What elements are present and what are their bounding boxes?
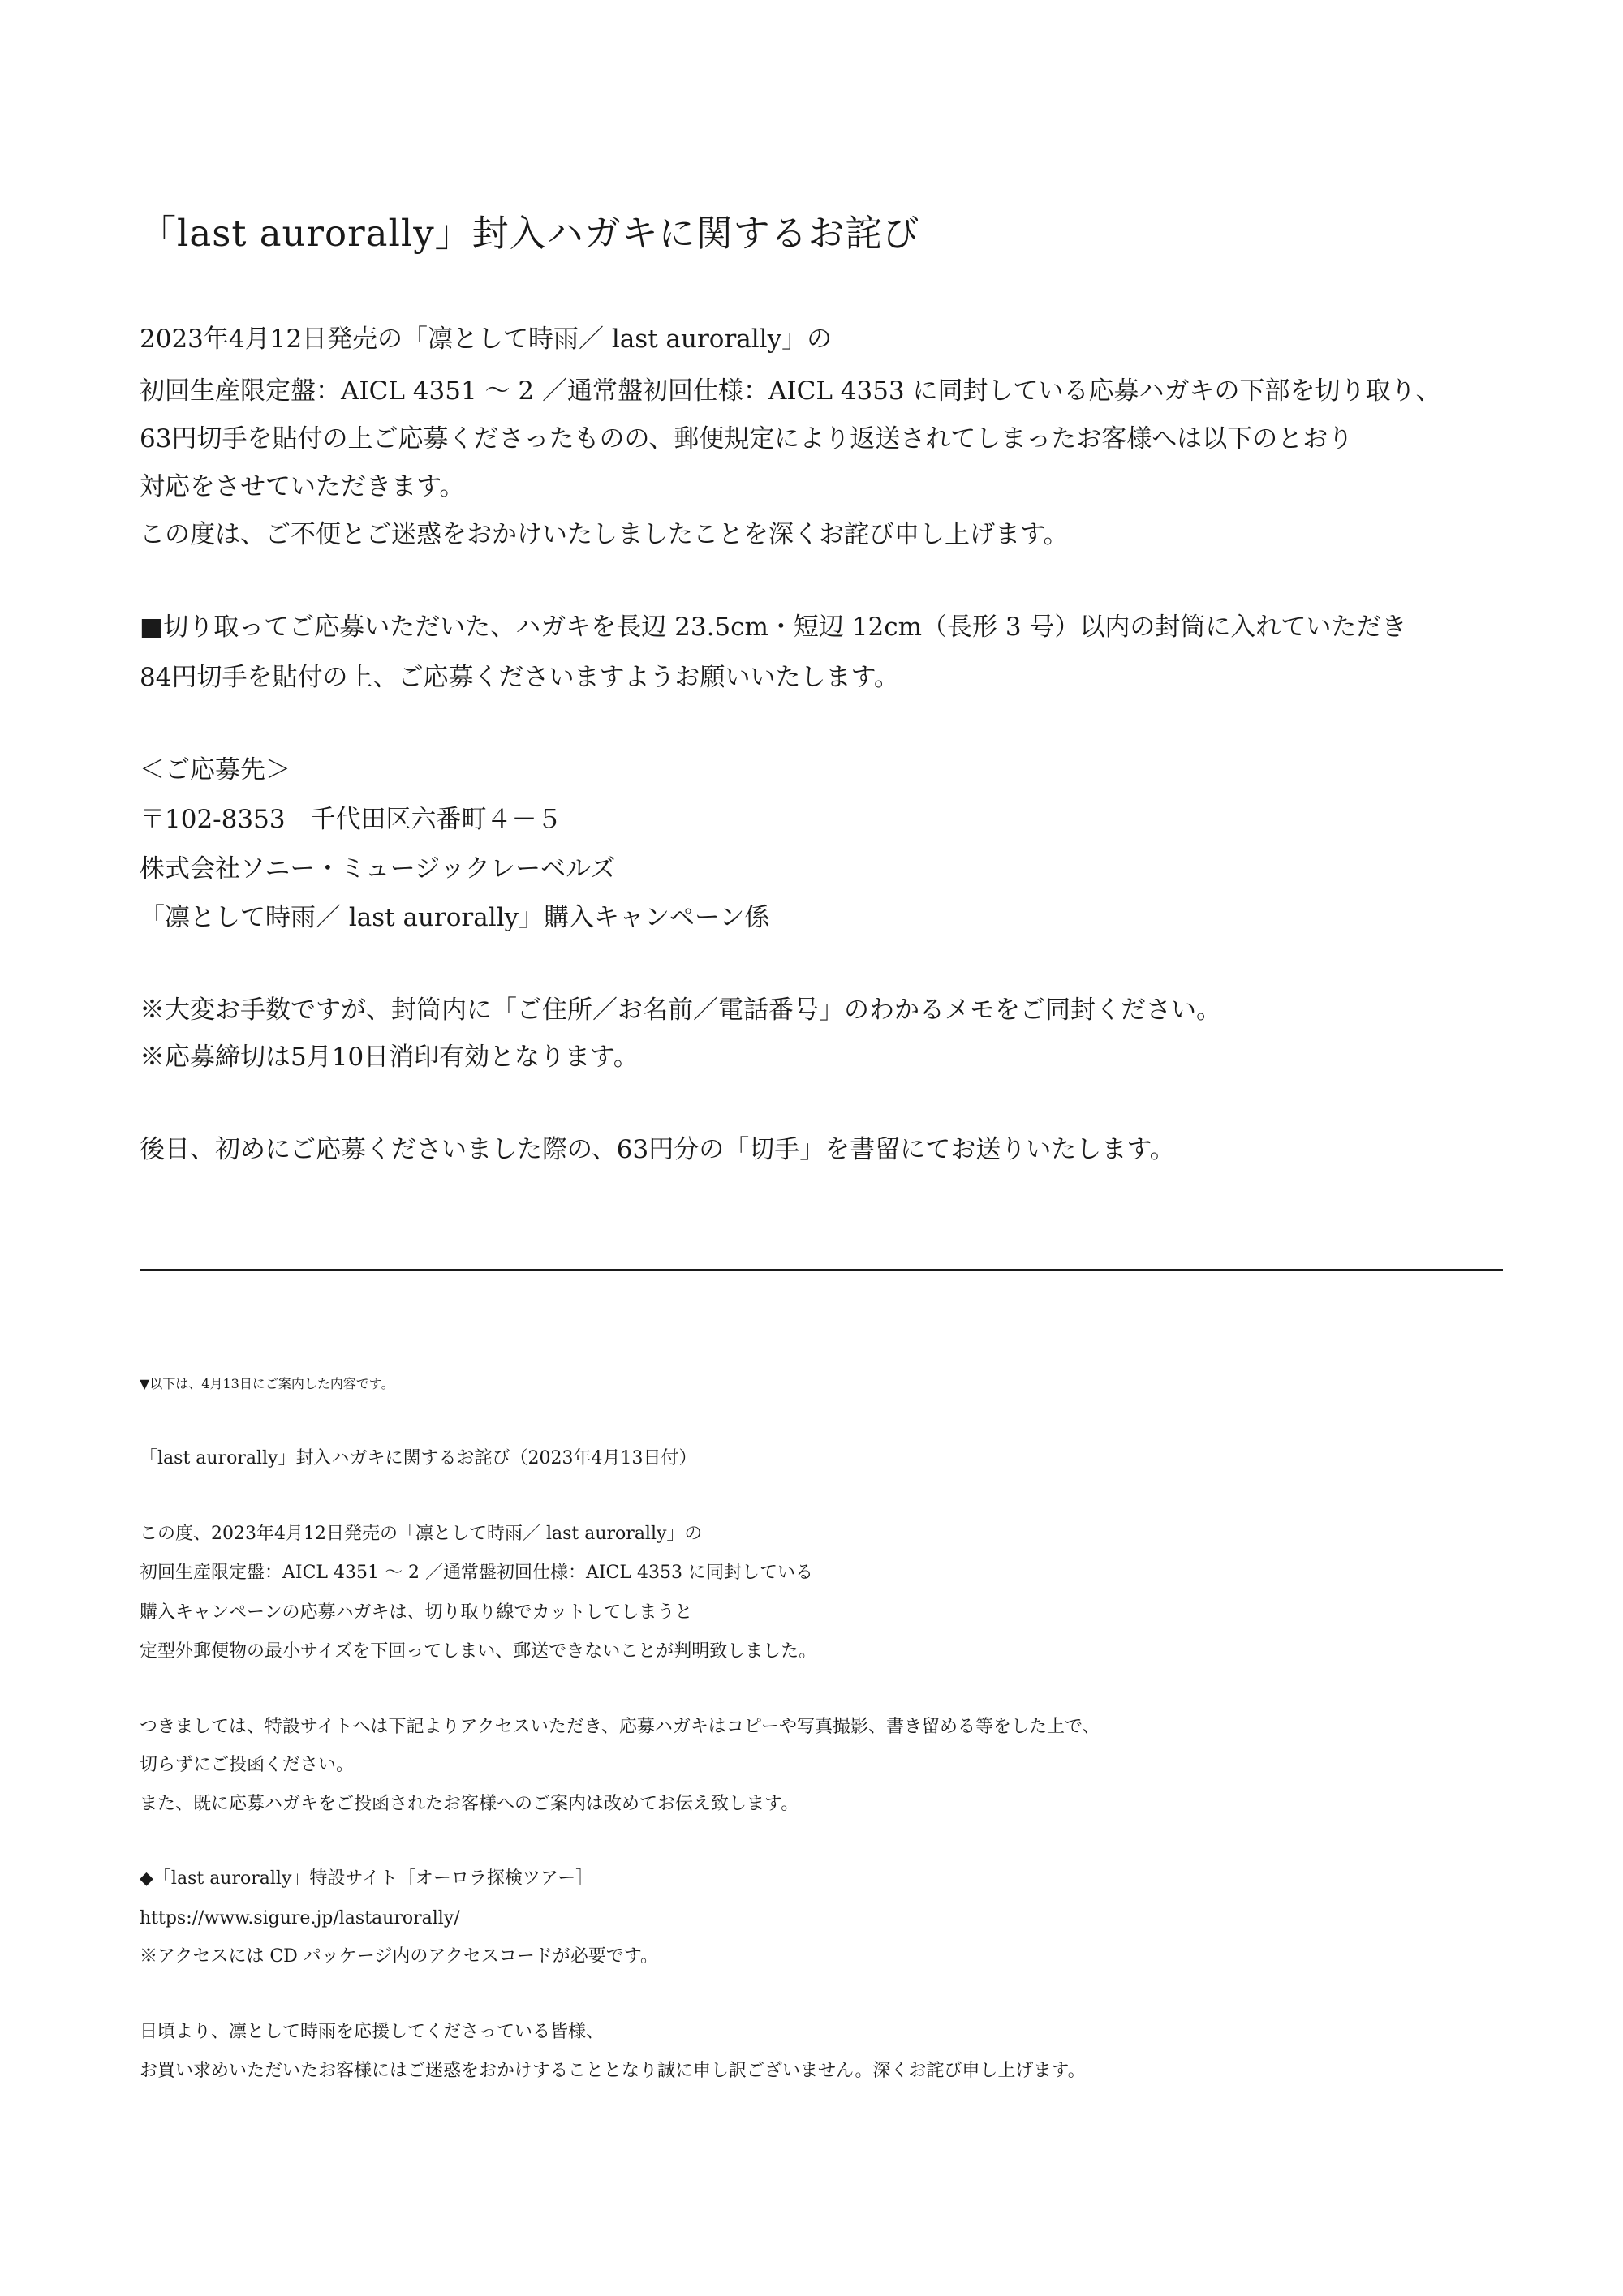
intro-line: 初回生産限定盤：AICL 4351 〜 2 ／通常盤初回仕様：AICL 4353 に同封している応募ハガキの下部を切り取り、	[140, 376, 1441, 406]
previous-para-line: 切らずにご投函ください。	[140, 1755, 355, 1775]
apology-line: この度は、ご不便とご迷惑をおかけいたしましたことを深くお詫び申し上げます。	[140, 520, 1069, 549]
address-department: 「凛として時雨／ last aurorally」購入キャンペーン係	[140, 903, 770, 932]
address-company: 株式会社ソニー・ミュージックレーベルズ	[140, 854, 616, 884]
previous-para-line: 初回生産限定盤：AICL 4351 〜 2 ／通常盤初回仕様：AICL 4353 に同封している	[140, 1563, 813, 1583]
previous-para-line: また、既に応募ハガキをご投函されたお客様へのご案内は改めてお伝え致します。	[140, 1794, 799, 1814]
previous-closing-line: お買い求めいただいたお客様にはご迷惑をおかけすることとなり誠に申し訳ございません。深くお詫び申し上げます。	[140, 2061, 1086, 2081]
previous-title: 「last aurorally」封入ハガキに関するお詫び（2023年4月13日付）	[140, 1448, 697, 1468]
special-site-link[interactable]: https://www.sigure.jp/lastaurorally/	[140, 1908, 460, 1928]
section-divider	[140, 1269, 1503, 1271]
deadline-note: ※応募締切は5月10日消印有効となります。	[140, 1043, 639, 1072]
previous-para-line: つきましては、特設サイトへは下記よりアクセスいただき、応募ハガキはコピーや写真撮影、書き留める等をした上で、	[140, 1717, 1100, 1737]
note-line: ※大変お手数ですが、封筒内に「ご住所／お名前／電話番号」のわかるメモをご同封ください。	[140, 995, 1221, 1025]
access-code-note: ※アクセスには CD パッケージ内のアクセスコードが必要です。	[140, 1946, 658, 1967]
instruction-line: 84円切手を貼付の上、ご応募くださいますようお願いいたします。	[140, 663, 899, 692]
previous-para-line: 定型外郵便物の最小サイズを下回ってしまい、郵送できないことが判明致しました。	[140, 1641, 817, 1662]
previous-para-line: 購入キャンペーンの応募ハガキは、切り取り線でカットしてしまうと	[140, 1602, 693, 1623]
intro-line: 63円切手を貼付の上ご応募くださったものの、郵便規定により返送されてしまったお客様へは以下のとおり	[140, 424, 1354, 454]
previous-para-line: この度、2023年4月12日発売の「凛として時雨／ last aurorally」の	[140, 1524, 703, 1544]
page-title: 「last aurorally」封入ハガキに関するお詫び	[140, 212, 920, 255]
address-postal: 〒102-8353 千代田区六番町４－５	[140, 805, 562, 834]
intro-line: 2023年4月12日発売の「凛として時雨／ last aurorally」の	[140, 325, 833, 354]
special-site-label: ◆「last aurorally」特設サイト［オーロラ探検ツアー］	[140, 1868, 594, 1889]
intro-line: 対応をさせていただきます。	[140, 472, 465, 501]
previous-closing-line: 日頃より、凛として時雨を応援してくださっている皆様、	[140, 2022, 605, 2042]
address-heading: ＜ご応募先＞	[140, 755, 291, 785]
instruction-line: ■切り取ってご応募いただいた、ハガキを長辺 23.5cm・短辺 12cm（長形 3 号）以内の封筒に入れていただき	[140, 613, 1407, 642]
previous-header: ▼以下は、4月13日にご案内した内容です。	[140, 1376, 394, 1391]
closing-line: 後日、初めにご応募くださいました際の、63円分の「切手」を書留にてお送りいたします。	[140, 1135, 1175, 1164]
